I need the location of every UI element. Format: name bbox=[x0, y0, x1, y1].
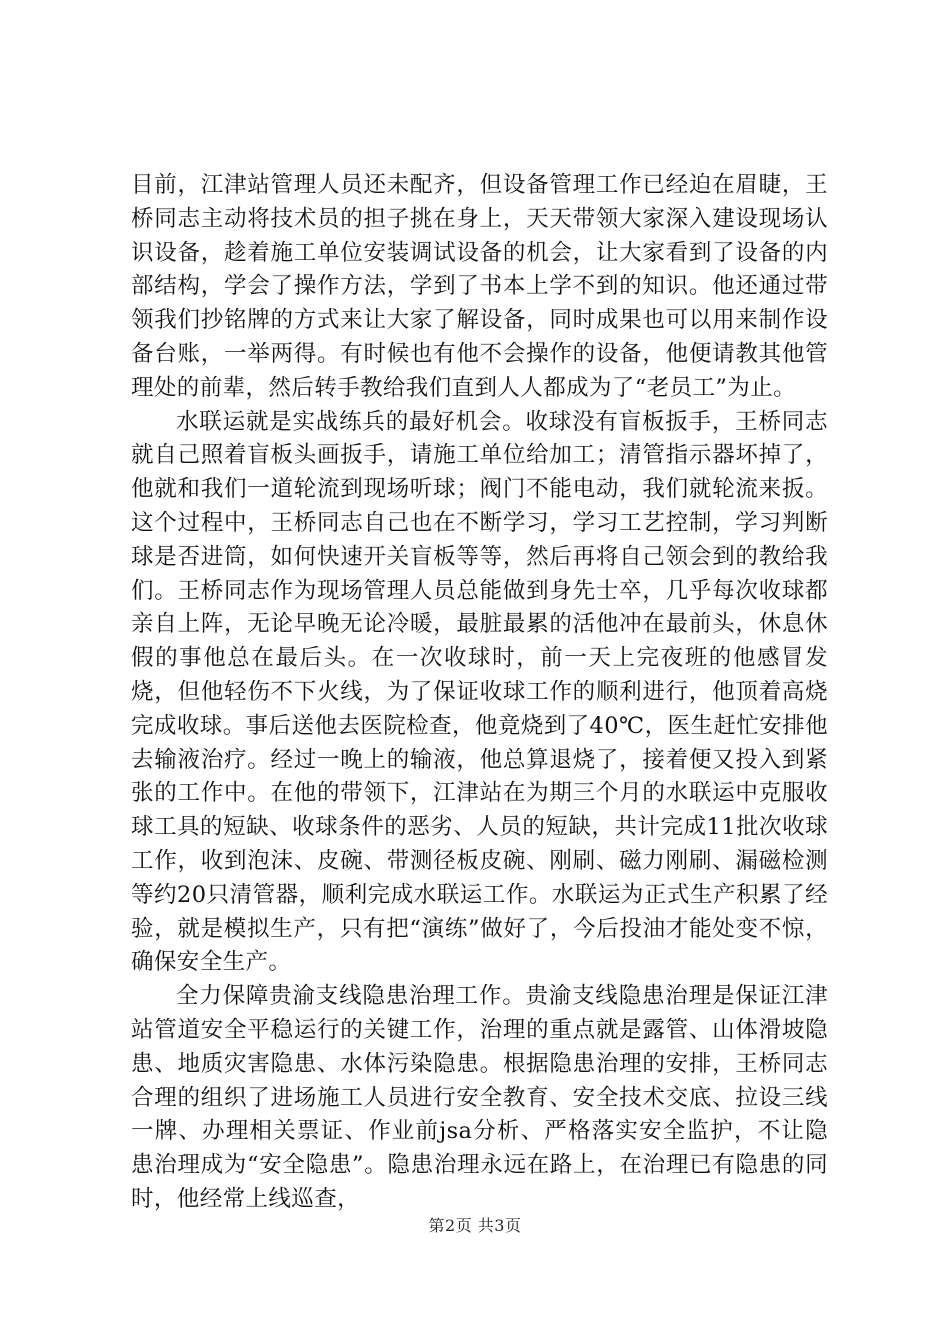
page-number-footer: 第2页 共3页 bbox=[428, 1216, 522, 1235]
paragraph-2: 水联运就是实战练兵的最好机会。收球没有盲板扳手，王桥同志就自己照着盲板头画扳手，请施工单位给加工；清管指示器坏掉了，他就和我们一道轮流到现场听球；阀门不能电动，我们就轮流来扳。这个过程中，王桥同志自己也在不断学习，学习工艺控制，学习判断球是否进筒，如何快速开关盲板等等，然后再将自己领会到的教给我们。王桥同志作为现场管理人员总能做到身先士卒，几乎每次收球都亲自上阵，无论早晚无论冷暖，最脏最累的活他冲在最前头，休息休假的事他总在最后头。在一次收球时，前一天上完夜班的他感冒发烧，但他轻伤不下火线，为了保证收球工作的顺利进行，他顶着高烧完成收球。事后送他去医院检查，他竟烧到了40℃，医生赶忙安排他去输液治疗。经过一晚上的输液，他总算退烧了，接着便又投入到紧张的工作中。在他的带领下，江津站在为期三个月的水联运中克服收球工具的短缺、收球条件的恶劣、人员的短缺，共计完成11批次收球工作，收到泡沫、皮碗、带测径板皮碗、刚刷、磁力刚刷、漏磁检测等约20只清管器，顺利完成水联运工作。水联运为正式生产积累了经验，就是模拟生产，只有把“演练”做好了，今后投油才能处变不惊，确保安全生产。 bbox=[131, 408, 828, 976]
document-body bbox=[131, 169, 828, 1217]
paragraph-3: 全力保障贵渝支线隐患治理工作。贵渝支线隐患治理是保证江津站管道安全平稳运行的关键工作，治理的重点就是露管、山体滑坡隐患、地质灾害隐患、水体污染隐患。根据隐患治理的安排，王桥同志合理的组织了进场施工人员进行安全教育、安全技术交底、拉设三线一牌、办理相关票证、作业前jsa分析、严格落实安全监护，不让隐患治理成为“安全隐患”。隐患治理永远在路上，在治理已有隐患的同时，他经常上线巡查， bbox=[131, 983, 828, 1212]
paragraph-1: 目前，江津站管理人员还未配齐，但设备管理工作已经迫在眉睫，王桥同志主动将技术员的担子挑在身上，天天带领大家深入建设现场认识设备，趁着施工单位安装调试设备的机会，让大家看到了设备的内部结构，学会了操作方法，学到了书本上学不到的知识。他还通过带领我们抄铭牌的方式来让大家了解设备，同时成果也可以用来制作设备台账，一举两得。有时候也有他不会操作的设备，他便请教其他管理处的前辈，然后转手教给我们直到人人都成为了“老员工”为止。 bbox=[131, 172, 828, 401]
